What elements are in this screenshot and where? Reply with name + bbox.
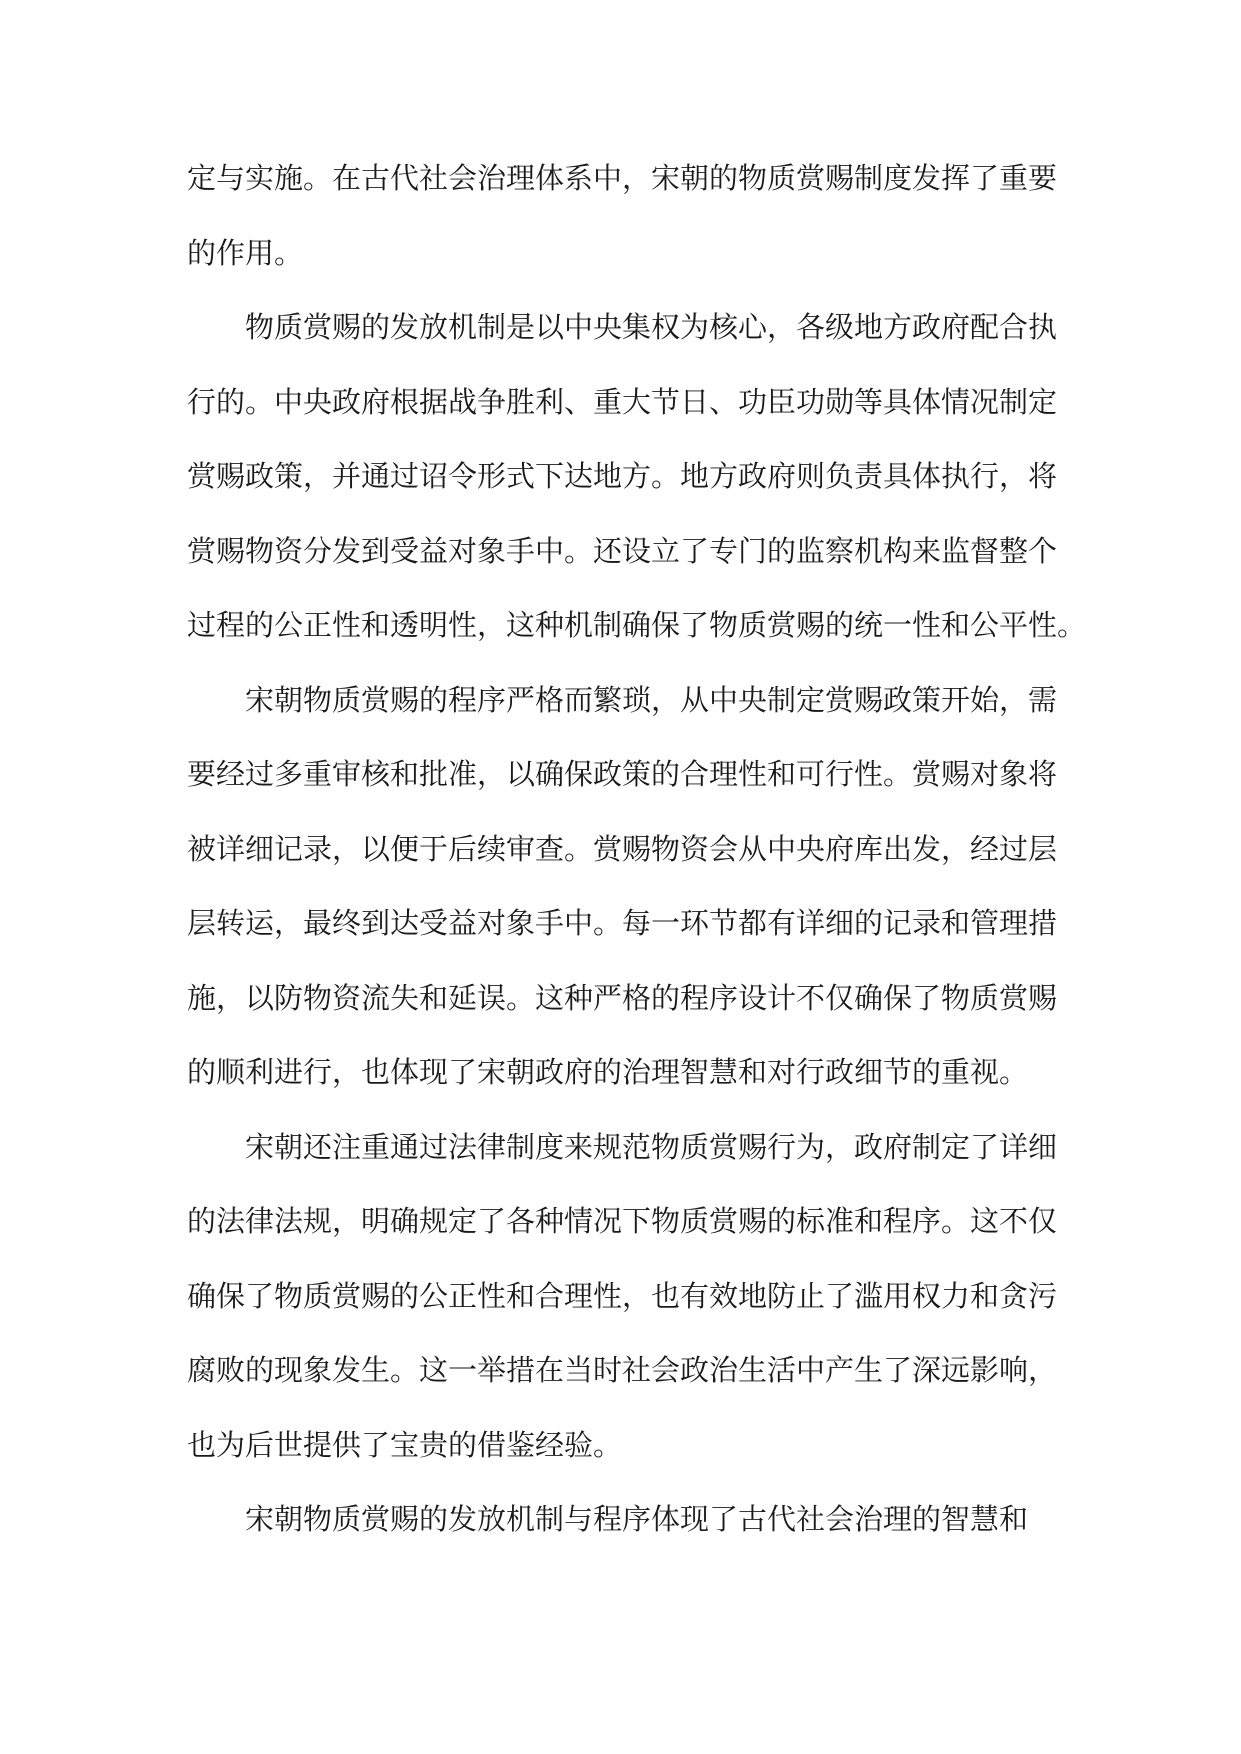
text-line: 要经过多重审核和批准，以确保政策的合理性和可行性。赏赐对象将 — [187, 757, 1058, 791]
text-line: 赏赐物资分发到受益对象手中。还设立了专门的监察机构来监督整个 — [187, 533, 1058, 568]
text-line: 的法律法规，明确规定了各种情况下物质赏赐的标准和程序。这不仅 — [187, 1204, 1058, 1238]
text-line: 施，以防物资流失和延误。这种严格的程序设计不仅确保了物质赏赐 — [187, 980, 1058, 1015]
body-text — [187, 141, 1087, 1557]
text-line: 过程的公正性和透明性，这种机制确保了物质赏赐的统一性和公平性。 — [187, 608, 1087, 642]
text-line: 宋朝物质赏赐的发放机制与程序体现了古代社会治理的智慧和 — [245, 1502, 1029, 1536]
text-line: 腐败的现象发生。这一举措在当时社会政治生活中产生了深远影响， — [187, 1353, 1058, 1387]
text-line: 行的。中央政府根据战争胜利、重大节日、功臣功勋等具体情况制定 — [187, 384, 1058, 419]
text-line: 的作用。 — [187, 235, 304, 270]
text-line: 确保了物质赏赐的公正性和合理性，也有效地防止了滥用权力和贪污 — [187, 1278, 1058, 1313]
text-line: 层转运，最终到达受益对象手中。每一环节都有详细的记录和管理措 — [187, 906, 1058, 940]
text-line: 宋朝还注重通过法律制度来规范物质赏赐行为，政府制定了详细 — [245, 1129, 1058, 1164]
text-line: 定与实施。在古代社会治理体系中，宋朝的物质赏赐制度发挥了重要 — [187, 161, 1058, 195]
text-line: 被详细记录，以便于后续审查。赏赐物资会从中央府库出发，经过层 — [187, 831, 1058, 866]
text-line: 赏赐政策，并通过诏令形式下达地方。地方政府则负责具体执行，将 — [187, 459, 1058, 493]
text-line: 宋朝物质赏赐的程序严格而繁琐，从中央制定赏赐政策开始，需 — [245, 682, 1058, 717]
text-line: 物质赏赐的发放机制是以中央集权为核心，各级地方政府配合执 — [245, 310, 1058, 344]
text-line: 也为后世提供了宝贵的借鉴经验。 — [187, 1427, 623, 1462]
text-line: 的顺利进行，也体现了宋朝政府的治理智慧和对行政细节的重视。 — [187, 1055, 1029, 1089]
